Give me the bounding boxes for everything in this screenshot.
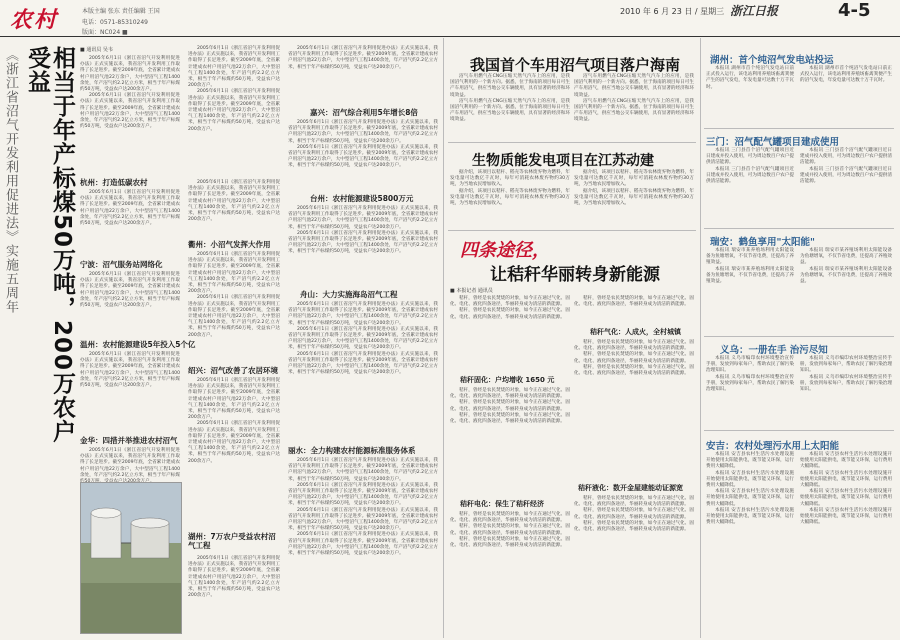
rule (448, 230, 696, 231)
feature-col-2a (574, 296, 694, 326)
news-text: 本报讯 三门县首个沼气配气罐项目近日建成并投入使用，可为周边数百户农户提供清洁能源。 (800, 166, 892, 185)
issue-date: 2010 年 6 月 23 日 / 星期三 (620, 7, 725, 16)
feature-text: 秸秆，曾经是农民焚烧的对象，如今正在通过气化、固化、电化、液化四条途径，华丽转身成为清洁的新能源。 (574, 508, 694, 520)
feature-text: 秸秆，曾经是农民焚烧的对象，如今正在通过气化、固化、电化、液化四条途径，华丽转身成为清洁的新能源。 (450, 308, 570, 320)
jiangsu-text: 据介绍，该项目以秸秆、稻壳等农林废弃物为燃料，年发电量可达数亿千瓦时，每年可消耗农林废弃物约30万吨，为当地农民增加收入。 (450, 188, 570, 207)
body-text: 2005年6月1日《浙江省沼气开发利用促进办法》正式实施以来，我省沼气开发利用工作取得了长足进步。截至2009年底，全省累计建成农村户用沼气池22万余户，大中型沼气工程1400余处，年产沼气约2.2亿立方米，相当于年产标煤约50万吨，受益农户达200余万户。 (288, 144, 438, 169)
jiangsu-text: 据介绍，该项目以秸秆、稻壳等农林废弃物为燃料，年发电量可达数亿千瓦时，每年可消耗农林废弃物约30万吨，为当地农民增加收入。 (574, 170, 694, 188)
col-2-block-2 (188, 180, 280, 236)
body-text: 2005年6月1日《浙江省沼气开发利用促进办法》正式实施以来，我省沼气开发利用工作取得了长足进步。截至2009年底，全省累计建成农村户用沼气池22万余户，大中型沼气工程1400余处，年产沼气约2.2亿立方米，相当于年产标煤约50万吨，受益农户达200余万户。 (80, 352, 180, 389)
feature-col-2c (574, 496, 694, 632)
sub-head-10: 舟山：大力实施海岛沼气工程 (300, 290, 398, 299)
body-text: 2005年6月1日《浙江省沼气开发利用促进办法》正式实施以来，我省沼气开发利用工作取得了长足进步。截至2009年底，全省累计建成农村户用沼气池22万余户，大中型沼气工程1400余处，年产沼气约2.2亿立方米，相当于年产标煤约50万吨，受益农户达200余万户。 (80, 272, 180, 309)
col-3-block-2 (288, 120, 438, 190)
news-text: 本报讯 瑞安市某养殖场利用太阳能设备为鱼塘增氧，不仅节省电费，还提高了养殖效益。 (706, 266, 794, 285)
news-text: 本报讯 安吉县农村生活污水处理设施开始使用太阳能供电，既节能又环保，运行费用大幅降低。 (706, 452, 794, 470)
feature-sub-2: 秸秆气化：人成火，全村城镇 (590, 328, 681, 336)
feature-sub-3: 秸秆电化：保生了秸秆经济 (460, 500, 544, 508)
col-3-block-1 (288, 46, 438, 106)
jiangsu-text: 据介绍，该项目以秸秆、稻壳等农林废弃物为燃料，年发电量可达数亿千瓦时，每年可消耗农林废弃物约30万吨，为当地农民增加收入。 (574, 188, 694, 207)
body-text: 2005年6月1日《浙江省沼气开发利用促进办法》正式实施以来，我省沼气开发利用工作取得了长足进步。截至2009年底，全省累计建成农村户用沼气池22万余户，大中型沼气工程1400余处，年产沼气约2.2亿立方米，相当于年产标煤约50万吨，受益农户达200余万户。 (188, 378, 280, 421)
jiangsu-text: 据介绍，该项目以秸秆、稻壳等农林废弃物为燃料，年发电量可达数亿千瓦时，每年可消耗农林废弃物约30万吨，为当地农民增加收入。 (450, 170, 570, 188)
news-text: 本报讯 瑞安市某养殖场利用太阳能设备为鱼塘增氧，不仅节省电费，还提高了养殖效益。 (800, 266, 892, 285)
feature-text: 秸秆，曾经是农民焚烧的对象，如今正在通过气化、固化、电化、液化四条途径，华丽转身成为清洁的新能源。 (574, 296, 694, 308)
news-text: 本报讯 瑞安市某养殖场利用太阳能设备为鱼塘增氧，不仅节省电费，还提高了养殖效益。 (800, 248, 892, 266)
body-text: 2005年6月1日《浙江省沼气开发利用促进办法》正式实施以来，我省沼气开发利用工作取得了长足进步。截至2009年底，全省累计建成农村户用沼气池22万余户，大中型沼气工程1400余处，年产沼气约2.2亿立方米，相当于年产标煤约50万吨，受益农户达200余万户。 (288, 206, 438, 230)
feature-col-1c (450, 512, 570, 632)
sub-head-11: 丽水：全力构建农村能源标准服务体系 (288, 446, 416, 455)
feature-col-2b (574, 340, 694, 480)
news-title-anji: 安吉：农村处理污水用上太阳能 (706, 441, 840, 452)
col-1-block-2 (80, 272, 180, 338)
rule (704, 430, 894, 431)
feature-text: 秸秆，曾经是农民焚烧的对象，如今正在通过气化、固化、电化、液化四条途径，华丽转身成为清洁的新能源。 (574, 340, 694, 352)
feature-tag: 四条途径， (460, 240, 550, 261)
feature-text: 秸秆，曾经是农民焚烧的对象，如今正在通过气化、固化、电化、液化四条途径，华丽转身成为清洁的新能源。 (450, 296, 570, 308)
sub-head-8: 嘉兴：沼气综合利用5年增长8倍 (310, 108, 418, 117)
body-text: 2005年6月1日《浙江省沼气开发利用促进办法》正式实施以来，我省沼气开发利用工作取得了长足进步。截至2009年底，全省累计建成农村户用沼气池22万余户，大中型沼气工程1400余处，年产沼气约2.2亿立方米，相当于年产标煤 (80, 448, 180, 478)
biogas-plant-photo (80, 482, 182, 634)
news-text: 本报讯 义乌市编印农村环境整治宣传手册，发放到每家每户，帮助农民了解污染治理知识。 (706, 374, 794, 393)
feature-text: 秸秆，曾经是农民焚烧的对象，如今正在通过气化、固化、电化、液化四条途径，华丽转身成为清洁的新能源。 (450, 512, 570, 524)
feature-sub-4: 秸秆液化：数开金屋建能动证源宽 (578, 484, 683, 492)
newspaper-brand: 浙江日报 (730, 4, 779, 18)
body-text: 2005年6月1日《浙江省沼气开发利用促进办法》正式实施以来，我省沼气开发利用工作取得了长足进步。截至2009年底，全省累计建成农村户用沼气池22万余户，大中型沼气工程1400余处，年产沼气约2.2亿立方米，相当于年产标煤约50万吨，受益农户达200余万户。 (288, 326, 438, 351)
sub-head-4: 金华：四措并举推进农村沼气 (80, 436, 178, 445)
page-header (0, 0, 900, 37)
feature-col-1b (450, 388, 570, 498)
sub-head-6: 绍兴：沼气改善了农居环境 (188, 366, 278, 375)
column-divider (700, 38, 701, 638)
hainan-text: 沼气车用燃气在CNG压缩天然气汽车上的应用，是我国沼气利用的一个新方向。据悉，位于海南的项目每日可生产车用沼气，供应当地公交车辆使用，具有显著的经济和环境效益。 (450, 74, 570, 98)
news-text: 本报讯 义乌市编印农村环境整治宣传手册，发放到每家每户，帮助农民了解污染治理知识。 (706, 356, 794, 374)
anji-body-1 (706, 452, 794, 632)
article-intro (80, 56, 180, 174)
feature-text: 秸秆，曾经是农民焚烧的对象，如今正在通过气化、固化、电化、液化四条途径，华丽转身成为清洁的新能源。 (450, 536, 570, 549)
news-text: 本报讯 安吉县农村生活污水处理设施开始使用太阳能供电，既节能又环保，运行费用大幅降低。 (800, 452, 892, 470)
yiwu-body-2 (800, 356, 892, 426)
article-headline-hainan: 我国首个车用沼气项目落户海南 (470, 56, 681, 74)
col-1-block-3 (80, 352, 180, 432)
hainan-text: 沼气车用燃气在CNG压缩天然气汽车上的应用，是我国沼气利用的一个新方向。据悉，位于海南的项目每日可生产车用沼气，供应当地公交车辆使用，具有显著的经济和环境效益。 (574, 74, 694, 98)
jiangsu-body-2 (574, 170, 694, 226)
feature-headline: 让秸秆华丽转身新能源 (490, 265, 660, 285)
col-1-block-4 (80, 448, 180, 478)
feature-text: 秸秆，曾经是农民焚烧的对象，如今正在通过气化、固化、电化、液化四条途径，华丽转身成为清洁的新能源。 (574, 352, 694, 364)
news-title-yiwu: 义乌：一册在手 治污尽知 (720, 345, 828, 356)
body-text: 2005年6月1日《浙江省沼气开发利用促进办法》正式实施以来，我省沼气开发利用工作取得了长足进步。截至2009年底，全省累计建成农村户用沼气池22万余户，大中型沼气工程1400余处，年产沼气约2.2亿立方米，相当于年产标煤约50万吨，受益农户达200余万户。 (188, 252, 280, 295)
col-3-block-3 (288, 206, 438, 286)
yiwu-body-1 (706, 356, 794, 426)
hainan-text: 沼气车用燃气在CNG压缩天然气汽车上的应用，是我国沼气利用的一个新方向。据悉，位于海南的项目每日可生产车用沼气，供应当地公交车辆使用，具有显著的经济和环境效益。 (450, 98, 570, 123)
feature-text: 秸秆，曾经是农民焚烧的对象，如今正在通过气化、固化、电化、液化四条途径，华丽转身成为清洁的新能源。 (574, 496, 694, 508)
body-text: 2005年6月1日《浙江省沼气开发利用促进办法》正式实施以来，我省沼气开发利用工作取得了长足进步。截至2009年底，全省累计建成农村户用沼气池22万余户，大中型沼气工程1400余处，年产沼气约2.2亿立方米，相当于年产标煤约50万吨，受益农户达200余万户。 (288, 351, 438, 376)
news-text: 本报讯 义乌市编印农村环境整治宣传手册，发放到每家每户，帮助农民了解污染治理知识。 (800, 356, 892, 374)
body-text: 2005年6月1日《浙江省沼气开发利用促进办法》正式实施以来，我省沼气开发利用工作取得了长足进步。截至2009年底，全省累计建成农村户用沼气池22万余户，大中型沼气工程1400余处，年产沼气约2.2亿立方米，相当于年产标煤约50万吨，受益农户达200余万户。 (288, 482, 438, 507)
feature-text: 秸秆，曾经是农民焚烧的对象，如今正在通过气化、固化、电化、液化四条途径，华丽转身成为清洁的新能源。 (450, 524, 570, 536)
news-text: 本报讯 湖州市首个纯沼气发电站日前正式投入运行，该电站利用养殖场畜禽粪便产生的沼气发电，年发电量可达数十万千瓦时。 (706, 66, 794, 90)
feature-col-1a (450, 296, 570, 366)
section-logo: 农村 (10, 7, 59, 33)
sanmen-body-1 (706, 148, 794, 224)
body-text: 2005年6月1日《浙江省沼气开发利用促进办法》正式实施以来，我省沼气开发利用工作取得了长足进步。截至2009年底，全省累计建成农村户用沼气池22万余户，大中型沼气工程1400余处，年产沼气约2.2亿立方米，相当于年产标煤约50万吨，受益农户达200余万户。 (288, 120, 438, 144)
news-text: 本报讯 湖州市首个纯沼气发电站日前正式投入运行，该电站利用养殖场畜禽粪便产生的沼气发电，年发电量可达数十万千瓦时。 (800, 66, 892, 84)
anji-body-2 (800, 452, 892, 632)
hainan-body-1 (450, 74, 570, 138)
side-label: 《浙江省沼气开发利用促进法》实施五周年 (3, 48, 18, 314)
rule (704, 336, 894, 337)
feature-byline: ■ 本报记者 通讯员 (450, 288, 493, 294)
hainan-body-2 (574, 74, 694, 138)
huzhou-body-1 (706, 66, 794, 124)
jiangsu-body-1 (450, 170, 570, 226)
hainan-text: 沼气车用燃气在CNG压缩天然气汽车上的应用，是我国沼气利用的一个新方向。据悉，位于海南的项目每日可生产车用沼气，供应当地公交车辆使用，具有显著的经济和环境效益。 (574, 98, 694, 123)
col-1-block-1 (80, 190, 180, 256)
sub-head-9: 台州：农村能源建设5800万元 (310, 194, 414, 203)
photo-illustration (81, 483, 181, 633)
body-text: 2005年6月1日《浙江省沼气开发利用促进办法》正式实施以来，我省沼气开发利用工作取得了长足进步。截至2009年底，全省累计建成农村户用沼气池22万余户，大中型沼气工程1400余处，年产沼气约2.2亿立方米，相当于年产标煤约50万吨，受益农户达200余万户。 (188, 180, 280, 223)
news-text: 本报讯 义乌市编印农村环境整治宣传手册，发放到每家每户，帮助农民了解污染治理知识。 (800, 374, 892, 393)
sanmen-body-2 (800, 148, 892, 224)
news-text: 本报讯 三门县首个沼气配气罐项目近日建成并投入使用，可为周边数百户农户提供清洁能源。 (706, 166, 794, 185)
body-text: 2005年6月1日《浙江省沼气开发利用促进办法》正式实施以来，我省沼气开发利用工作取得了长足进步。截至2009年底，全省累计建成农村户用沼气池22万余户，大中型沼气工程1400余处，年产沼气约2.2亿立方米，相当于年产标煤约50万吨，受益农户达200余万户。 (188, 556, 280, 599)
sub-head-2: 宁波：沼气服务站网络化 (80, 260, 163, 269)
col-2-block-5 (188, 556, 280, 632)
news-text: 本报讯 安吉县农村生活污水处理设施开始使用太阳能供电，既节能又环保，运行费用大幅降低。 (800, 507, 892, 526)
article-headline-jiangsu: 生物质能发电项目在江苏动建 (472, 153, 654, 169)
header-meta-3: 版面：NC024 ■ (82, 29, 128, 36)
huzhou-body-2 (800, 66, 892, 124)
news-text: 本报讯 三门县首个沼气配气罐项目近日建成并投入使用，可为周边数百户农户提供清洁能源。 (706, 148, 794, 166)
news-text: 本报讯 安吉县农村生活污水处理设施开始使用太阳能供电，既节能又环保，运行费用大幅降低。 (800, 489, 892, 507)
rule (704, 128, 894, 129)
body-text: 2005年6月1日《浙江省沼气开发利用促进办法》正式实施以来，我省沼气开发利用工作取得了长足进步。截至2009年底，全省累计建成农村户用沼气池22万余户，大中型沼气工程1400余处，年产沼气约2.2亿立方米，相当于年产标煤约50万吨，受益农户达200余万户。 (288, 458, 438, 482)
body-text: 2005年6月1日《浙江省沼气开发利用促进办法》正式实施以来，我省沼气开发利用工作取得了长足进步。截至2009年底，全省累计建成农村户用沼气池22万余户，大中型沼气工程1400余处，年产沼气约2.2亿立方米，相当于年产标煤约50万吨，受益农户达200余万户。 (80, 190, 180, 227)
news-title-ruian: 瑞安：鹤鱼享用"太阳能" (710, 237, 815, 248)
body-text: 2005年6月1日《浙江省沼气开发利用促进办法》正式实施以来，我省沼气开发利用工作取得了长足进步。截至2009年底，全省累计建成农村户用沼气池22万余户，大中型沼气工程1400余处，年产沼气约2.2亿立方米，相当于年产标煤约50万吨，受益农户达200余万户。 (288, 46, 438, 70)
header-meta-1: 本版主编 张东 责任编辑 王国 (82, 8, 160, 15)
body-text: 2005年6月1日《浙江省沼气开发利用促进办法》正式实施以来，我省沼气开发利用工作取得了长足进步。截至2009年底，全省累计建成农村户用沼气池22万余户，大中型沼气工程1400余处，年产沼气约2.2亿立方米，相当于年产标煤约50万吨，受益农户达200余万户。 (288, 302, 438, 326)
news-text: 本报讯 安吉县农村生活污水处理设施开始使用太阳能供电，既节能又环保，运行费用大幅降低。 (800, 470, 892, 489)
news-text: 本报讯 安吉县农村生活污水处理设施开始使用太阳能供电，既节能又环保，运行费用大幅降低。 (706, 507, 794, 526)
body-text: 2005年6月1日《浙江省沼气开发利用促进办法》正式实施以来，我省沼气开发利用工作取得了长足进步。截至2009年底，全省累计建成农村户用沼气池22万余户，大中型沼气工程1400余处，年产沼气约2.2亿立方米，相当于年产标煤约50万吨，受益农户达200余万户。 (288, 532, 438, 557)
feature-text: 秸秆，曾经是农民焚烧的对象，如今正在通过气化、固化、电化、液化四条途径，华丽转身成为清洁的新能源。 (574, 520, 694, 533)
spread-divider (443, 38, 444, 638)
header-meta-2: 电话：0571-85310249 (82, 19, 148, 26)
body-text: 2005年6月1日《浙江省沼气开发利用促进办法》正式实施以来，我省沼气开发利用工作取得了长足进步。截至2009年底，全省累计建成农村户用沼气池22万余户，大中型沼气工程1400余处，年产沼气约2.2亿立方米，相当于年产标煤约50万吨，受益农户达200余万户。 (188, 421, 280, 464)
byline: ■ 通讯员 吴韦 (80, 47, 113, 53)
news-title-huzhou: 湖州：首个纯沼气发电站投运 (710, 55, 834, 66)
page-number: 4-5 (838, 0, 871, 21)
news-title-sanmen: 三门：沼气配气罐项目建成使用 (706, 137, 840, 148)
body-text: 2005年6月1日《浙江省沼气开发利用促进办法》正式实施以来，我省沼气开发利用工作取得了长足进步。截至2009年底，全省累计建成农村户用沼气池22万余户，大中型沼气工程1400余处，年产沼气约2.2亿立方米，相当于年产标煤约50万吨，受益农户达200余万户。 (188, 89, 280, 132)
news-text: 本报讯 三门县首个沼气配气罐项目近日建成并投入使用，可为周边数百户农户提供清洁能源。 (800, 148, 892, 166)
news-text: 本报讯 安吉县农村生活污水处理设施开始使用太阳能供电，既节能又环保，运行费用大幅降低。 (706, 489, 794, 507)
sub-head-3: 温州：农村能源建设5年投入5个亿 (80, 340, 196, 349)
sub-head-7: 湖州：7万农户受益农村沼气工程 (188, 532, 276, 550)
col-3-block-4 (288, 302, 438, 442)
news-text: 本报讯 安吉县农村生活污水处理设施开始使用太阳能供电，既节能又环保，运行费用大幅降低。 (706, 470, 794, 489)
body-text: 2005年6月1日《浙江省沼气开发利用促进办法》正式实施以来，我省沼气开发利用工作取得了长足进步。截至2009年底，全省累计建成农村户用沼气池22万余户，大中型沼气工程1400余处，年产沼气约2.2亿立方米，相当于年产标煤约50万吨，受益农户达200余万户。 (188, 295, 280, 338)
body-text: 2005年6月1日《浙江省沼气开发利用促进办法》正式实施以来，我省沼气开发利用工作取得了长足进步。截至2009年底，全省累计建成农村户用沼气池22万余户，大中型沼气工程1400余处，年产沼气约2.2亿立方米，相当于年产标煤约50万吨，受益农户达200余万户。 (288, 230, 438, 255)
col-2-block-3 (188, 252, 280, 362)
feature-text: 秸秆，曾经是农民焚烧的对象，如今正在通过气化、固化、电化、液化四条途径，华丽转身成为清洁的新能源。 (574, 364, 694, 377)
sub-head-5: 衢州：小沼气发挥大作用 (188, 240, 271, 249)
rule (704, 228, 894, 229)
sub-head-1: 杭州：打造低碳农村 (80, 178, 148, 187)
ruian-body-1 (706, 248, 794, 332)
ruian-body-2 (800, 248, 892, 332)
feature-sub-1: 秸秆固化：户均增收 1650 元 (460, 376, 555, 384)
news-text: 本报讯 瑞安市某养殖场利用太阳能设备为鱼塘增氧，不仅节省电费，还提高了养殖效益。 (706, 248, 794, 266)
feature-text: 秸秆，曾经是农民焚烧的对象，如今正在通过气化、固化、电化、液化四条途径，华丽转身成为清洁的新能源。 (450, 400, 570, 412)
col-2-block-4 (188, 378, 280, 528)
main-headline: 相当于年产标煤50万吨，200万农户受益 (24, 46, 75, 444)
col-3-block-5 (288, 458, 438, 632)
feature-text: 秸秆，曾经是农民焚烧的对象，如今正在通过气化、固化、电化、液化四条途径，华丽转身成为清洁的新能源。 (450, 388, 570, 400)
col-2-block-1 (188, 46, 280, 176)
intro-text-2: 2005年6月1日《浙江省沼气开发利用促进办法》正式实施以来，我省沼气开发利用工作取得了长足进步。截至2009年底，全省累计建成农村户用沼气池22万余户，大中型沼气工程1400余处，年产沼气约2.2亿立方米，相当于年产标煤约50万吨，受益农户达200余万户。 (80, 93, 180, 130)
body-text: 2005年6月1日《浙江省沼气开发利用促进办法》正式实施以来，我省沼气开发利用工作取得了长足进步。截至2009年底，全省累计建成农村户用沼气池22万余户，大中型沼气工程1400余处，年产沼气约2.2亿立方米，相当于年产标煤约50万吨，受益农户达200余万户。 (188, 46, 280, 89)
intro-text: 2005年6月1日《浙江省沼气开发利用促进办法》正式实施以来，我省沼气开发利用工作取得了长足进步。截至2009年底，全省累计建成农村户用沼气池22万余户，大中型沼气工程1400余处，年产沼气约2.2亿立方米，相当于年产标煤约50万吨，受益农户达200余万户。 (80, 56, 180, 93)
body-text: 2005年6月1日《浙江省沼气开发利用促进办法》正式实施以来，我省沼气开发利用工作取得了长足进步。截至2009年底，全省累计建成农村户用沼气池22万余户，大中型沼气工程1400余处，年产沼气约2.2亿立方米，相当于年产标煤约50万吨，受益农户达200余万户。 (288, 507, 438, 532)
rule (448, 142, 696, 143)
feature-text: 秸秆，曾经是农民焚烧的对象，如今正在通过气化、固化、电化、液化四条途径，华丽转身成为清洁的新能源。 (450, 412, 570, 425)
